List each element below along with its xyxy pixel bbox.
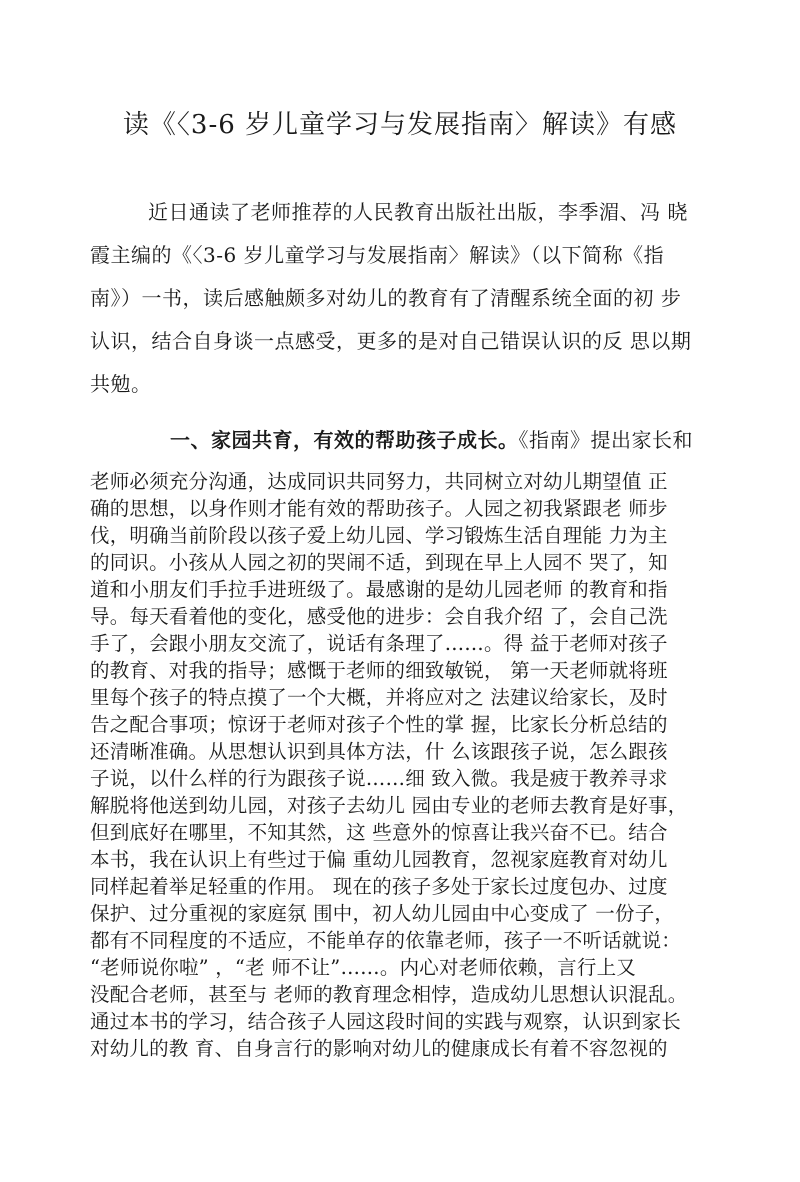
body-line: 保护、过分重视的家庭氛 围中，初人幼儿园由中心变成了 一份子， (90, 902, 675, 925)
section-heading-tail: 《指南》提出家长和 (518, 428, 693, 452)
body-line: 确的思想，以身作则才能有效的帮助孩子。人园之初我紧跟老 师步 (90, 497, 668, 520)
intro-line: 南》）一书，读后感触颇多对幼儿的教育有了清醒系统全面的初 步 (90, 286, 682, 310)
body-line: 但到底好在哪里，不知其然，这 些意外的惊喜让我兴奋不已。结合 (90, 821, 668, 844)
body-line: 导。每天看着他的变化，感受他的进步：会自我介绍 了，会自己洗 (90, 605, 668, 628)
body-line: 子说，以什么样的行为跟孩子说……细 致入微。我是疲于教养寻求 (90, 767, 668, 790)
body-line: 告之配合事项；惊讶于老师对孩子个性的掌 握，比家长分析总结的 (90, 713, 668, 736)
body-line: 没配合老师，甚至与 老师的教育理念相悖，造成幼儿思想认识混乱。 (90, 983, 688, 1006)
body-line: 还清晰准确。从思想认识到具体方法，什 么该跟孩子说，怎么跟孩 (90, 740, 668, 763)
body-line: 手了，会跟小朋友交流了，说话有条理了……。得 益于老师对孩子 (90, 632, 668, 655)
section-heading-line (170, 424, 693, 453)
body-line: 都有不同程度的不适应，不能单存的依靠老师，孩子一不听话就说： (90, 929, 682, 952)
section-heading: 一、家园共育，有效的帮助孩子成长。 (170, 428, 519, 452)
body-line: 里每个孩子的特点摸了一个大概，并将应对之 法建议给家长，及时 (90, 686, 668, 709)
intro-line: 霞主编的《〈3-6 岁儿童学习与发展指南〉解读》（以下简称《指 (90, 243, 665, 267)
body-line: 解脱将他送到幼儿园，对孩子去幼儿 园由专业的老师去教育是好事， (90, 794, 688, 817)
body-line: 老师必须充分沟通，达成同识共同努力，共同树立对幼儿期望值 正 (90, 470, 668, 493)
body-line: 的教育、对我的指导；感慨于老师的细致敏锐， 第一天老师就将班 (90, 659, 668, 682)
body-line: 的同识。小孩从人园之初的哭闹不适，到现在早上人园不 哭了，知 (90, 551, 668, 574)
body-line: 道和小朋友们手拉手进班级了。最感谢的是幼儿园老师 的教育和指 (90, 578, 668, 601)
body-line: 通过本书的学习，结合孩子人园这段时间的实践与观察，认识到家长 (90, 1010, 682, 1033)
intro-line: 认识，结合自身谈一点感受，更多的是对自己错误认识的反 思以期 (90, 329, 692, 353)
body-line: 对幼儿的教 育、自身言行的影响对幼儿的健康成长有着不容忽视的 (90, 1037, 668, 1060)
body-line: 本书，我在认识上有些过于偏 重幼儿园教育，忽视家庭教育对幼儿 (90, 848, 668, 871)
body-line: “老师说你啦” ，“老 师不让”……。内心对老师依赖，言行上又 (90, 956, 636, 979)
body-line: 同样起着举足轻重的作用。 现在的孩子多处于家长过度包办、过度 (90, 875, 668, 898)
body-line: 伐，明确当前阶段以孩子爱上幼儿园、学习锻炼生活自理能 力为主 (90, 524, 668, 547)
intro-line: 共勉。 (90, 372, 152, 396)
document-title: 读《〈3-6 岁儿童学习与发展指南〉解读》有感 (122, 110, 678, 140)
intro-line: 近日通读了老师推荐的人民教育出版社出版，李季湄、冯 晓 (148, 200, 688, 224)
